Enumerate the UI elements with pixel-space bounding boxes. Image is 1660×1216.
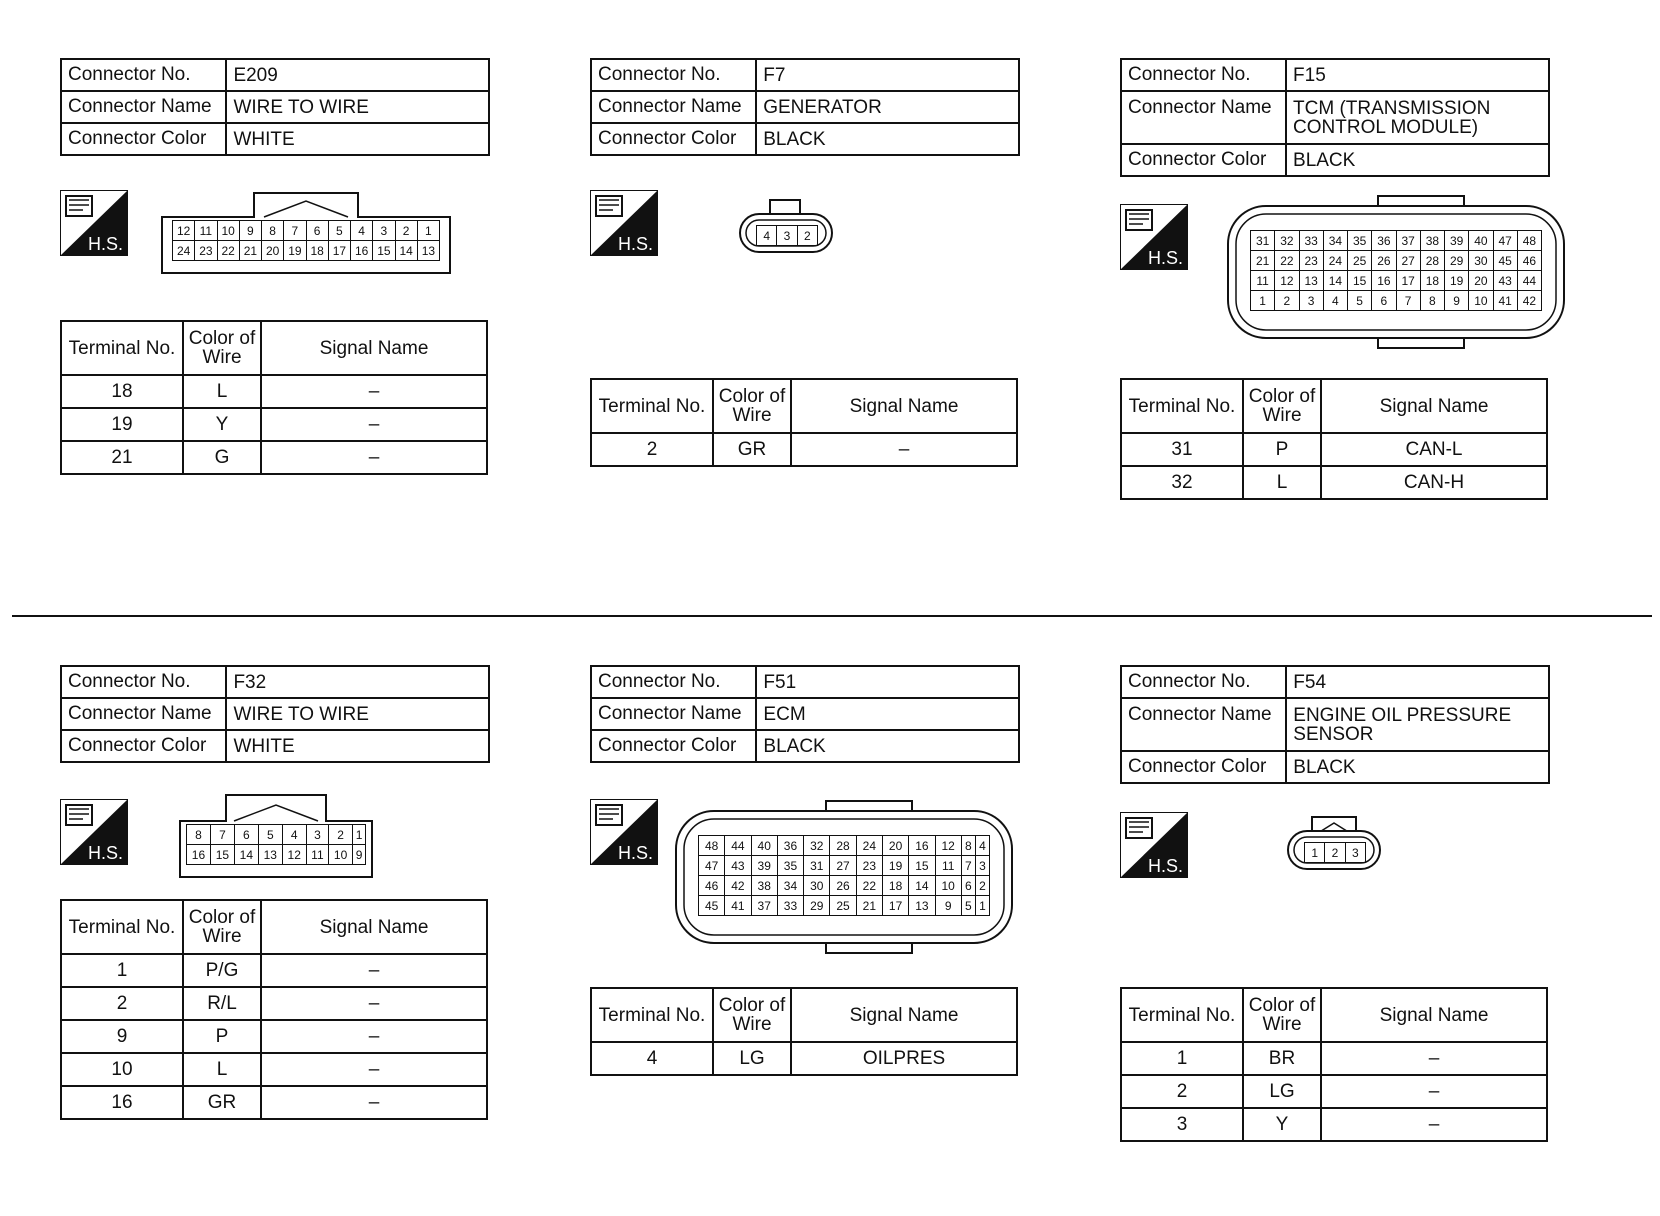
hs-badge-text: H.S.	[1148, 248, 1184, 268]
pin: 16	[909, 836, 935, 856]
pin: 19	[1445, 271, 1469, 291]
table-row	[1121, 466, 1547, 499]
pin: 39	[751, 856, 777, 876]
pin: 6	[961, 876, 975, 896]
pin: 32	[1275, 231, 1299, 251]
pin: 44	[725, 836, 751, 856]
pin: 6	[1372, 291, 1396, 311]
pin: 1	[417, 221, 439, 241]
pin: 39	[1445, 231, 1469, 251]
terminal-table	[60, 320, 488, 475]
header-signal-name: Signal Name	[1321, 988, 1547, 1042]
connector-name-value: ENGINE OIL PRESSURE SENSOR	[1286, 698, 1549, 751]
pin: 2	[1325, 843, 1345, 863]
label-connector-name: Connector Name	[591, 91, 756, 123]
connector-name-value: WIRE TO WIRE	[226, 91, 489, 123]
terminal-cell: 2	[591, 433, 713, 466]
pin: 14	[909, 876, 935, 896]
pin: 28	[1420, 251, 1444, 271]
table-row	[591, 1042, 1017, 1075]
terminal-cell: 4	[591, 1042, 713, 1075]
pin: 8	[262, 221, 284, 241]
pin: 20	[262, 241, 284, 261]
hs-badge-text: H.S.	[88, 843, 124, 863]
connector-color-value: BLACK	[756, 730, 1019, 762]
pin: 45	[699, 896, 725, 916]
label-connector-name: Connector Name	[591, 698, 756, 730]
signal-cell: CAN-L	[1321, 433, 1547, 466]
pin: 30	[804, 876, 830, 896]
wire-color-cell: Y	[1243, 1108, 1321, 1141]
terminal-cell: 3	[1121, 1108, 1243, 1141]
pin: 8	[187, 825, 211, 845]
connector-panel-f15	[1120, 58, 1550, 498]
pin: 9	[239, 221, 261, 241]
pin: 10	[217, 221, 239, 241]
connector-pin-grid	[756, 225, 818, 246]
connector-pin-grid	[1304, 842, 1366, 863]
hs-badge-text: H.S.	[88, 234, 124, 254]
table-row	[61, 1086, 487, 1119]
wire-color-cell: L	[183, 375, 261, 408]
connector-info-table	[1120, 665, 1550, 784]
connector-pin-grid	[186, 824, 366, 865]
pin: 6	[234, 825, 258, 845]
hs-badge-text: H.S.	[618, 234, 654, 254]
label-connector-name: Connector Name	[1121, 91, 1286, 144]
pin: 31	[804, 856, 830, 876]
pin: 38	[1420, 231, 1444, 251]
pin: 16	[351, 241, 373, 261]
wire-color-cell: LG	[1243, 1075, 1321, 1108]
pin: 8	[961, 836, 975, 856]
signal-cell: –	[1321, 1075, 1547, 1108]
pin: 34	[1323, 231, 1347, 251]
wire-color-cell: GR	[183, 1086, 261, 1119]
table-row	[61, 987, 487, 1020]
connector-name-value: GENERATOR	[756, 91, 1019, 123]
pin: 34	[777, 876, 803, 896]
pin: 1	[975, 896, 989, 916]
pin: 33	[777, 896, 803, 916]
connector-color-value: BLACK	[1286, 751, 1549, 783]
label-connector-no: Connector No.	[1121, 59, 1286, 91]
signal-cell: –	[261, 408, 487, 441]
pin: 48	[1517, 231, 1541, 251]
pin: 12	[173, 221, 195, 241]
pin: 40	[1469, 231, 1493, 251]
pin: 37	[1396, 231, 1420, 251]
pin: 12	[1275, 271, 1299, 291]
pin: 19	[882, 856, 908, 876]
connector-panel-f32	[60, 665, 490, 1125]
pin: 29	[804, 896, 830, 916]
terminal-table	[1120, 987, 1548, 1142]
pin: 31	[1251, 231, 1275, 251]
terminal-table	[590, 378, 1018, 467]
pin: 4	[351, 221, 373, 241]
connector-panel-f7	[590, 58, 1020, 478]
pin: 27	[1396, 251, 1420, 271]
terminal-cell: 9	[61, 1020, 183, 1053]
pin: 11	[195, 221, 217, 241]
header-signal-name: Signal Name	[791, 379, 1017, 433]
connector-name-value: TCM (TRANSMISSION CONTROL MODULE)	[1286, 91, 1549, 144]
pin: 20	[882, 836, 908, 856]
terminal-cell: 1	[1121, 1042, 1243, 1075]
signal-cell: –	[261, 1053, 487, 1086]
terminal-cell: 32	[1121, 466, 1243, 499]
pin: 43	[725, 856, 751, 876]
pin: 13	[258, 845, 282, 865]
terminal-table	[60, 899, 488, 1120]
header-color-of-wire: Color of Wire	[183, 900, 261, 954]
pin: 41	[725, 896, 751, 916]
pin: 32	[804, 836, 830, 856]
header-terminal-no: Terminal No.	[1121, 988, 1243, 1042]
pin: 5	[258, 825, 282, 845]
label-connector-color: Connector Color	[61, 730, 226, 762]
pin: 3	[306, 825, 328, 845]
pin: 37	[751, 896, 777, 916]
pin: 2	[395, 221, 417, 241]
connector-no-value: F7	[756, 59, 1019, 91]
pin: 21	[856, 896, 882, 916]
hs-badge-text: H.S.	[1148, 856, 1184, 876]
pin: 26	[830, 876, 856, 896]
harness-side-icon	[60, 799, 128, 865]
wire-color-cell: BR	[1243, 1042, 1321, 1075]
pin: 1	[1305, 843, 1325, 863]
pin: 27	[830, 856, 856, 876]
pin: 15	[1348, 271, 1372, 291]
terminal-cell: 19	[61, 408, 183, 441]
pin: 9	[935, 896, 961, 916]
signal-cell: –	[261, 1086, 487, 1119]
pin: 5	[961, 896, 975, 916]
connector-info-table	[590, 665, 1020, 763]
wire-color-cell: L	[1243, 466, 1321, 499]
pin: 24	[856, 836, 882, 856]
pin: 46	[1517, 251, 1541, 271]
pin: 7	[961, 856, 975, 876]
signal-cell: –	[261, 954, 487, 987]
pin: 23	[856, 856, 882, 876]
pin: 11	[935, 856, 961, 876]
connector-no-value: F51	[756, 666, 1019, 698]
connector-name-value: ECM	[756, 698, 1019, 730]
pin: 18	[306, 241, 328, 261]
header-terminal-no: Terminal No.	[591, 379, 713, 433]
pin: 11	[1251, 271, 1275, 291]
signal-cell: –	[261, 1020, 487, 1053]
label-connector-no: Connector No.	[61, 59, 226, 91]
connector-pin-grid	[1250, 230, 1542, 311]
pin: 4	[975, 836, 989, 856]
terminal-cell: 1	[61, 954, 183, 987]
pin: 15	[373, 241, 395, 261]
terminal-table	[590, 987, 1018, 1076]
wire-color-cell: Y	[183, 408, 261, 441]
wire-color-cell: P	[183, 1020, 261, 1053]
connector-panel-e209	[60, 58, 490, 478]
table-row	[61, 1020, 487, 1053]
signal-cell: –	[1321, 1108, 1547, 1141]
harness-side-icon	[590, 190, 658, 256]
table-row	[61, 408, 487, 441]
connector-pin-grid	[698, 835, 990, 916]
label-connector-name: Connector Name	[1121, 698, 1286, 751]
wire-color-cell: R/L	[183, 987, 261, 1020]
pin: 21	[1251, 251, 1275, 271]
wire-color-cell: LG	[713, 1042, 791, 1075]
label-connector-name: Connector Name	[61, 91, 226, 123]
pin: 3	[975, 856, 989, 876]
label-connector-name: Connector Name	[61, 698, 226, 730]
pin: 15	[210, 845, 234, 865]
header-signal-name: Signal Name	[1321, 379, 1547, 433]
pin: 4	[757, 226, 777, 246]
header-terminal-no: Terminal No.	[61, 321, 183, 375]
label-connector-color: Connector Color	[1121, 751, 1286, 783]
pin: 36	[777, 836, 803, 856]
wire-color-cell: GR	[713, 433, 791, 466]
pin: 25	[830, 896, 856, 916]
pin: 3	[1345, 843, 1365, 863]
pin: 13	[909, 896, 935, 916]
pin: 22	[217, 241, 239, 261]
terminal-cell: 10	[61, 1053, 183, 1086]
header-terminal-no: Terminal No.	[591, 988, 713, 1042]
pin: 1	[1251, 291, 1275, 311]
pin: 41	[1493, 291, 1517, 311]
pin: 17	[1396, 271, 1420, 291]
pin: 28	[830, 836, 856, 856]
pin: 2	[975, 876, 989, 896]
header-terminal-no: Terminal No.	[1121, 379, 1243, 433]
pin: 3	[777, 226, 797, 246]
terminal-cell: 2	[61, 987, 183, 1020]
pin: 9	[353, 845, 366, 865]
pin: 29	[1445, 251, 1469, 271]
pin: 16	[1372, 271, 1396, 291]
connector-info-table	[60, 58, 490, 156]
pin: 5	[328, 221, 350, 241]
harness-side-icon	[60, 190, 128, 256]
connector-no-value: F32	[226, 666, 489, 698]
connector-pin-grid	[172, 220, 440, 261]
pin: 5	[1348, 291, 1372, 311]
section-divider	[12, 615, 1652, 617]
pin: 22	[856, 876, 882, 896]
pin: 14	[1323, 271, 1347, 291]
pin: 21	[239, 241, 261, 261]
pin: 2	[1275, 291, 1299, 311]
table-row	[61, 375, 487, 408]
wire-color-cell: G	[183, 441, 261, 474]
pin: 45	[1493, 251, 1517, 271]
table-row	[61, 441, 487, 474]
pin: 24	[1323, 251, 1347, 271]
terminal-table	[1120, 378, 1548, 500]
header-color-of-wire: Color of Wire	[1243, 379, 1321, 433]
pin: 46	[699, 876, 725, 896]
label-connector-color: Connector Color	[591, 730, 756, 762]
pin: 11	[306, 845, 328, 865]
connector-color-value: WHITE	[226, 730, 489, 762]
pin: 8	[1420, 291, 1444, 311]
connector-color-value: BLACK	[756, 123, 1019, 155]
table-row	[1121, 1108, 1547, 1141]
pin: 12	[282, 845, 306, 865]
pin: 47	[699, 856, 725, 876]
pin: 30	[1469, 251, 1493, 271]
pin: 10	[935, 876, 961, 896]
header-signal-name: Signal Name	[261, 321, 487, 375]
pin: 2	[329, 825, 353, 845]
pin: 4	[1323, 291, 1347, 311]
table-row	[61, 1053, 487, 1086]
header-terminal-no: Terminal No.	[61, 900, 183, 954]
table-row	[61, 954, 487, 987]
pin: 22	[1275, 251, 1299, 271]
header-color-of-wire: Color of Wire	[1243, 988, 1321, 1042]
pin: 13	[417, 241, 439, 261]
signal-cell: OILPRES	[791, 1042, 1017, 1075]
connector-info-table	[590, 58, 1020, 156]
pin: 25	[1348, 251, 1372, 271]
pin: 42	[725, 876, 751, 896]
pin: 42	[1517, 291, 1541, 311]
signal-cell: –	[261, 987, 487, 1020]
pin: 18	[882, 876, 908, 896]
signal-cell: –	[791, 433, 1017, 466]
pin: 14	[395, 241, 417, 261]
pin: 26	[1372, 251, 1396, 271]
pin: 7	[1396, 291, 1420, 311]
pin: 10	[1469, 291, 1493, 311]
label-connector-no: Connector No.	[61, 666, 226, 698]
pin: 7	[210, 825, 234, 845]
terminal-cell: 21	[61, 441, 183, 474]
pin: 15	[909, 856, 935, 876]
header-color-of-wire: Color of Wire	[183, 321, 261, 375]
pin: 19	[284, 241, 306, 261]
table-row	[1121, 433, 1547, 466]
pin: 10	[329, 845, 353, 865]
label-connector-color: Connector Color	[61, 123, 226, 155]
pin: 4	[282, 825, 306, 845]
pin: 12	[935, 836, 961, 856]
pin: 43	[1493, 271, 1517, 291]
pin: 35	[1348, 231, 1372, 251]
harness-side-icon	[1120, 204, 1188, 270]
pin: 13	[1299, 271, 1323, 291]
pin: 16	[187, 845, 211, 865]
harness-side-icon	[590, 799, 658, 865]
table-row	[1121, 1042, 1547, 1075]
connector-no-value: F15	[1286, 59, 1549, 91]
connector-panel-f51	[590, 665, 1020, 1085]
pin: 44	[1517, 271, 1541, 291]
header-signal-name: Signal Name	[261, 900, 487, 954]
connector-no-value: F54	[1286, 666, 1549, 698]
pin: 23	[1299, 251, 1323, 271]
pin: 48	[699, 836, 725, 856]
header-color-of-wire: Color of Wire	[713, 988, 791, 1042]
pin: 1	[353, 825, 366, 845]
terminal-cell: 2	[1121, 1075, 1243, 1108]
pin: 3	[1299, 291, 1323, 311]
wire-color-cell: P	[1243, 433, 1321, 466]
signal-cell: –	[261, 375, 487, 408]
connector-panel-f54	[1120, 665, 1550, 1145]
pin: 36	[1372, 231, 1396, 251]
pin: 17	[328, 241, 350, 261]
terminal-cell: 18	[61, 375, 183, 408]
pin: 6	[306, 221, 328, 241]
connector-color-value: BLACK	[1286, 144, 1549, 176]
signal-cell: CAN-H	[1321, 466, 1547, 499]
table-row	[1121, 1075, 1547, 1108]
connector-info-table	[1120, 58, 1550, 177]
signal-cell: –	[261, 441, 487, 474]
pin: 33	[1299, 231, 1323, 251]
header-signal-name: Signal Name	[791, 988, 1017, 1042]
pin: 20	[1469, 271, 1493, 291]
signal-cell: –	[1321, 1042, 1547, 1075]
pin: 9	[1445, 291, 1469, 311]
label-connector-color: Connector Color	[1121, 144, 1286, 176]
table-row	[591, 433, 1017, 466]
wire-color-cell: L	[183, 1053, 261, 1086]
hs-badge-text: H.S.	[618, 843, 654, 863]
connector-name-value: WIRE TO WIRE	[226, 698, 489, 730]
pin: 23	[195, 241, 217, 261]
pin: 3	[373, 221, 395, 241]
label-connector-no: Connector No.	[1121, 666, 1286, 698]
pin: 24	[173, 241, 195, 261]
wire-color-cell: P/G	[183, 954, 261, 987]
pin: 18	[1420, 271, 1444, 291]
pin: 2	[797, 226, 817, 246]
header-color-of-wire: Color of Wire	[713, 379, 791, 433]
connector-no-value: E209	[226, 59, 489, 91]
terminal-cell: 31	[1121, 433, 1243, 466]
connector-color-value: WHITE	[226, 123, 489, 155]
pin: 17	[882, 896, 908, 916]
connector-info-table	[60, 665, 490, 763]
pin: 14	[234, 845, 258, 865]
pin: 7	[284, 221, 306, 241]
pin: 47	[1493, 231, 1517, 251]
terminal-cell: 16	[61, 1086, 183, 1119]
pin: 38	[751, 876, 777, 896]
label-connector-no: Connector No.	[591, 59, 756, 91]
pin: 40	[751, 836, 777, 856]
label-connector-color: Connector Color	[591, 123, 756, 155]
pin: 35	[777, 856, 803, 876]
label-connector-no: Connector No.	[591, 666, 756, 698]
harness-side-icon	[1120, 812, 1188, 878]
